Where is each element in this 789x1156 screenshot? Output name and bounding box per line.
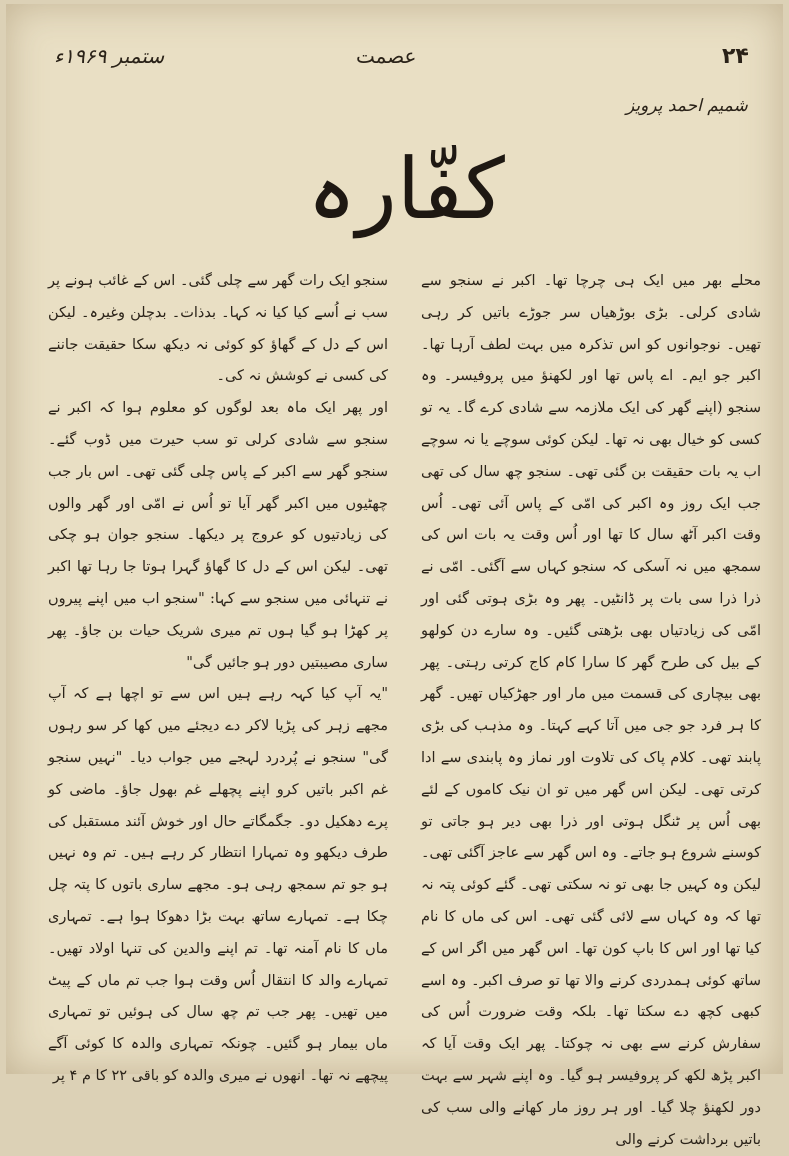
- issue-date: ستمبر ۱۹۶۹ء: [54, 44, 165, 68]
- paragraph: سنجو ایک رات گھر سے چلی گئی۔ اس کے غائب ہونے پر سب نے اُسے کیا کیا نہ کہا۔ بدذات۔ بدچلن وغیرہ۔ لیکن اس کے دل کے گھاؤ کو کوئی نہ دیکھ سکا حقیقت جاننے کی کسی نے کوشش نہ کی۔: [48, 273, 388, 385]
- magazine-page: [6, 4, 783, 1148]
- text-column-right: محلے بھر میں ایک ہی چرچا تھا۔ اکبر نے سنجو سے شادی کرلی۔ بڑی بوڑھیاں سر جوڑے باتیں کر رہی تھیں۔ نوجوانوں کو اس تذکرہ میں بہت لطف آرہا تھا۔ اکبر جو ایم۔ اے پاس تھا اور لکھنؤ میں پروفیسر۔ وہ سنجو (اپنے گھر کی ایک ملازمہ سے شادی کرے گا۔ یہ تو کسی کو خیال بھی نہ تھا۔ لیکن کوئی سوچے یا نہ سوچے اب یہ بات حقیقت بن گئی تھی۔ سنجو چھ سال کی تھی جب ایک روز وہ اکبر کی امّی کے پاس آئی تھی۔ اُس وقت اکبر آٹھ سال کا تھا اور اُس وقت یہ بات اس کی سمجھ میں نہ آسکی کہ سنجو کہاں سے آگئی۔ امّی نے ذرا ذرا سی بات پر ڈانٹیں۔ پھر وہ بڑی ہوتی گئی اور امّی کی زیادتیاں بھی بڑھتی گئیں۔ وہ سارے دن کولھو کے بیل کی طرح گھر کا سارا کام کاج کرتی رہتی۔ پھر بھی بیچاری کی قسمت میں مار اور جھڑکیاں تھیں۔ گھر کا ہر فرد جو جی میں آتا کہے کہتا۔ وہ مذہب کی بڑی پابند تھی۔ کلام پاک کی تلاوت اور نماز وہ پابندی سے ادا کرتی تھی۔ لیکن اس گھر میں تو ان نیک کاموں کے لئے بھی اُس پر ٹنگل ہوتی اور ذرا بھی دیر ہو جاتی تو کوسنے شروع ہو جاتے۔ وہ اس گھر سے عاجز آگئی تھی۔ لیکن وہ کہیں جا بھی تو نہ سکتی تھی۔ گئے کوئی پتہ نہ تھا کہ وہ کہاں سے لائی گئی تھی۔ اس کی ماں کا نام کیا تھا اور اس کا باپ کون تھا۔ اس گھر میں اگر اس کے ساتھ کوئی ہمدردی کرنے والا تھا تو صرف اکبر۔ وہ اسے کبھی کچھ دے سکتا تھا۔ بلکہ وقت ضرورت اُس کی سفارش کرنے سے بھی نہ چوکتا۔ پھر ایک وقت آیا کہ اکبر پڑھ لکھ کر پروفیسر ہو گیا۔ وہ اپنے شہر سے بہت دور لکھنؤ چلا گیا۔ اور ہر روز مار کھانے والی سب کی باتیں برداشت کرنے والی: [421, 273, 761, 1148]
- paragraph: "یہ آپ کیا کہہ رہے ہیں اس سے تو اچھا ہے کہ آپ مجھے زہر کی پڑیا لاکر دے دیجئے میں کھا کر سو رہوں گی" سنجو نے پُردرد لہجے میں جواب دیا۔ "نہیں سنجو غم اکبر باتیں کرو اپنے پچھلے غم بھول جاؤ۔ ماضی کو پرے دھکیل دو۔ جگمگاتے حال اور خوش آئند مستقبل کی طرف دیکھو وہ تمہارا انتظار کر رہے ہیں۔ تم وہ نہیں ہو جو تم سمجھ رہی ہو۔ مجھے ساری باتوں کا پتہ چل چکا ہے۔ تمہارے ساتھ بہت بڑا دھوکا ہوا ہے۔ تمہاری ماں کا نام آمنہ تھا۔ تم اپنے والدین کی تنہا اولاد تھیں۔ تمہارے والد کا انتقال اُس وقت ہوا جب تم ماں کے پیٹ میں تھیں۔ پھر جب تم چھ سال کی ہوئیں تو تمہاری ماں بیمار ہو گئیں۔ چونکہ تمہاری والدہ کا کوئی آگے پیچھے نہ تھا۔ انھوں نے میری والدہ کو باقی ۲۲ کا م ۴ پر: [48, 686, 388, 1084]
- text-column-left: [48, 266, 388, 1093]
- page-number: ۲۴: [722, 44, 749, 69]
- magazine-name: عصمت: [356, 44, 417, 68]
- paragraph: اور پھر ایک ماہ بعد لوگوں کو معلوم ہوا کہ اکبر نے سنجو سے شادی کرلی تو سب حیرت میں ڈوب گئے۔ سنجو گھر سے اکبر کے پاس چلی گئی تھی۔ اس بار جب چھٹیوں میں اکبر گھر آیا تو اُس نے امّی اور گھر والوں کی زیادتیوں کو عروج پر دیکھا۔ سنجو جوان ہو چکی تھی۔ لیکن اس کے دل کا گھاؤ گہرا ہوتا جا رہا تھا اکبر نے تنہائی میں سنجو سے کہا: "سنجو اب میں اپنے پیروں پر کھڑا ہو گیا ہوں تم میری شریک حیات بن جاؤ۔ پھر ساری مصیبتیں دور ہو جائیں گی": [48, 400, 388, 671]
- story-title: کفّارہ: [307, 140, 505, 238]
- author-name: شمیم احمد پرویز: [626, 96, 748, 116]
